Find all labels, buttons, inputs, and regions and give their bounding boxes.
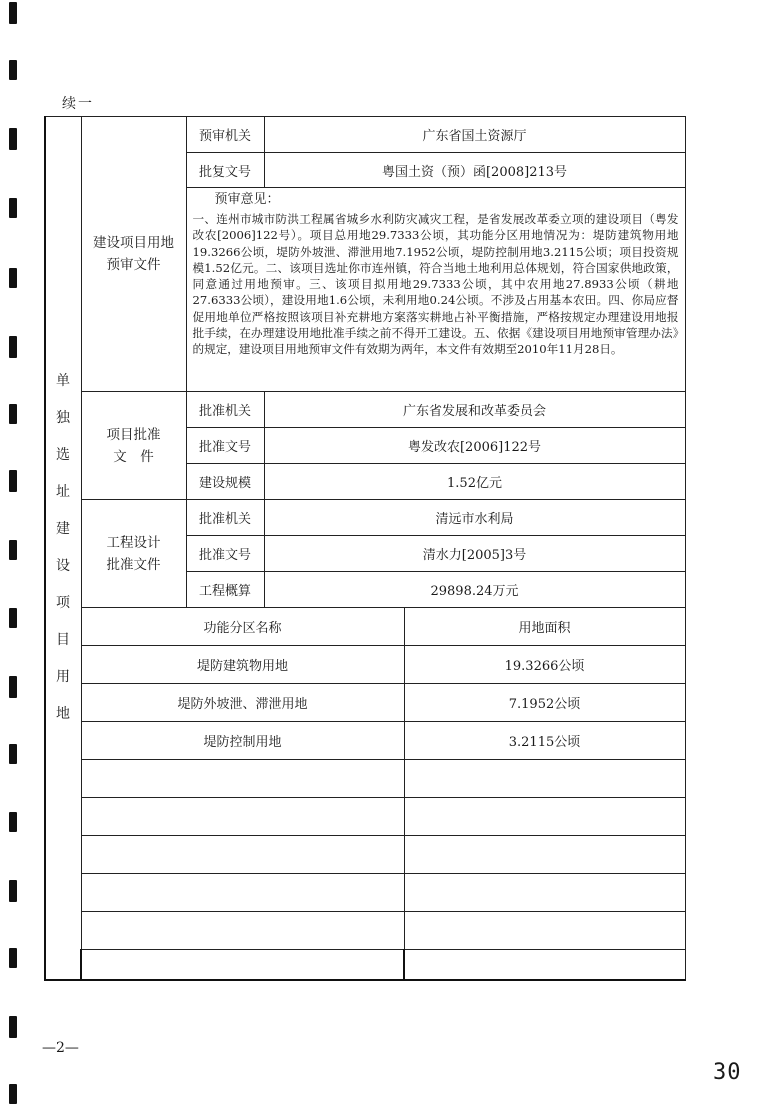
row-label: 预审机关 (186, 117, 264, 153)
zoning-row-name: 堤防建筑物用地 (81, 646, 404, 684)
row-value: 广东省发展和改革委员会 (264, 392, 685, 428)
section-label-project-approval: 项目批准 文 件 (81, 392, 186, 500)
page-number: —2— (42, 1040, 79, 1056)
row-value: 粤国土资（预）函[2008]213号 (264, 153, 685, 188)
section-label-preliminary-review: 建设项目用地 预审文件 (81, 117, 186, 392)
zoning-row-name (81, 798, 404, 836)
row-value: 粤发改农[2006]122号 (264, 428, 685, 464)
row-label: 批准文号 (186, 536, 264, 572)
row-label: 批复文号 (186, 153, 264, 188)
zoning-row-area (404, 912, 685, 950)
zoning-row-name (81, 760, 404, 798)
row-label: 批准机关 (186, 500, 264, 536)
row-label: 批准文号 (186, 428, 264, 464)
review-opinion-body: 一、连州市城市防洪工程属省城乡水利防灾减灾工程，是省发展改革委立项的建设项目（粤发改农[2006]122号）。项目总用地29.7333公顷，其功能分区用地情况为：堤防建筑物用地19.3266公顷，堤防外坡泄、滞泄用地7.1952公顷，堤防控制用地3.2115公顷；项目投资规模1.52亿元。二、该项目选址你市连州镇，符合当地土地利用总体规划，符合国家供地政策，同意通过用地预审。三、该项目拟用地29.7333公顷，其中农用地27.8933公顷（耕地27.6333公顷），建设用地1.6公顷，未利用地0.24公顷。不涉及占用基本农田。四、你局应督促用地单位严格按照该项目补充耕地方案落实耕地占补平衡措施，严格按规定办理建设用地报批手续，在办理建设用地批准手续之前不得开工建设。五、依据《建设项目用地预审管理办法》的规定，建设项目用地预审文件有效期为两年，本文件有效期至2010年11月28日。 (192, 212, 679, 357)
zoning-header-area: 用地面积 (404, 608, 685, 646)
scan-page-number: 30 (713, 1060, 742, 1085)
zoning-row-area (404, 798, 685, 836)
zoning-header-name: 功能分区名称 (81, 608, 404, 646)
zoning-row-area (404, 874, 685, 912)
review-opinion-title: 预审意见： (214, 192, 280, 207)
zoning-row-name: 堤防控制用地 (81, 722, 404, 760)
row-label: 工程概算 (186, 572, 264, 608)
zoning-row-area (404, 950, 685, 980)
row-label: 建设规模 (186, 464, 264, 500)
zoning-row-name (81, 874, 404, 912)
zoning-row-area (404, 836, 685, 874)
vertical-title: 单 独 选 址 建 设 项 目 用 地 (45, 117, 81, 980)
row-value: 清远市水利局 (264, 500, 685, 536)
continued-label: 续一 (62, 96, 94, 112)
zoning-row-area: 19.3266公顷 (404, 646, 685, 684)
row-value: 29898.24万元 (264, 572, 685, 608)
binding-marks (6, 0, 20, 1109)
zoning-row-name: 堤防外坡泄、滞泄用地 (81, 684, 404, 722)
row-label: 批准机关 (186, 392, 264, 428)
zoning-row-area (404, 760, 685, 798)
row-value: 1.52亿元 (264, 464, 685, 500)
section-label-design-approval: 工程设计 批准文件 (81, 500, 186, 608)
review-opinion (186, 188, 685, 392)
zoning-row-area: 7.1952公顷 (404, 684, 685, 722)
zoning-row-name (81, 912, 404, 950)
zoning-row-area: 3.2115公顷 (404, 722, 685, 760)
row-value: 广东省国土资源厅 (264, 117, 685, 153)
zoning-row-name (81, 950, 404, 980)
zoning-row-name (81, 836, 404, 874)
land-use-form-table (44, 116, 686, 981)
row-value: 清水力[2005]3号 (264, 536, 685, 572)
